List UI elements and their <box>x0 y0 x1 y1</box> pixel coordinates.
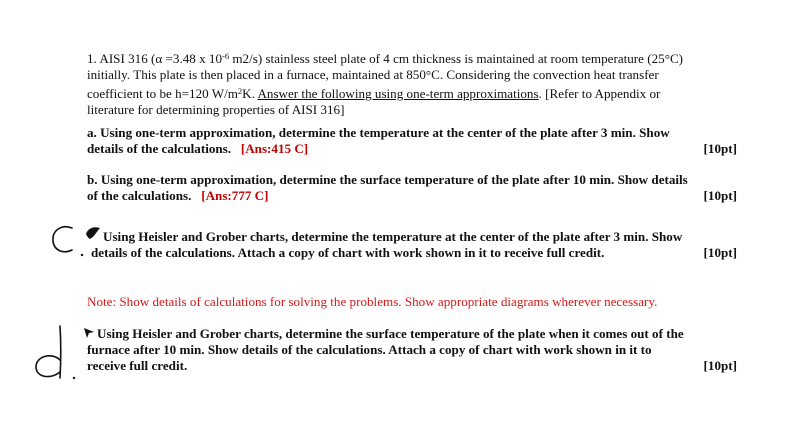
problem-line-1: 1. AISI 316 (α =3.48 x $10^{-6}$ m2/s) stainless steel plate of 4 cm thickness is maintained at room temperature (25°C) <box>87 51 684 66</box>
one-term-instruction: Answer the following using one-term approximations <box>257 86 539 101</box>
part-b-line-2: of the calculations. [Ans:777 C] [10pt] <box>87 188 737 203</box>
part-a-line-1: a. Using one-term approximation, determine the temperature at the center of the plate after 3 min. Show <box>87 125 670 140</box>
part-a-answer: [Ans:415 C] <box>240 141 309 156</box>
part-c-line-1: Using Heisler and Grober charts, determine the temperature at the center of the plate after 3 min. Show <box>103 229 683 244</box>
part-d-line-3: receive full credit. [10pt] <box>87 358 737 373</box>
problem-line-2: initially. This plate is then placed in a furnace, maintained at 850°C. Considering the convection heat transfer <box>87 67 659 82</box>
part-a <box>87 125 737 157</box>
note-text: Note: Show details of calculations for solving the problems. Show appropriate diagrams wherever necessary. <box>87 294 658 309</box>
part-c <box>87 229 737 261</box>
problem-statement <box>87 48 737 118</box>
part-b <box>87 172 737 204</box>
part-a-points: [10pt] <box>703 141 737 156</box>
problem-line-3: coefficient to be h=120 $W/m^2K$. Answer the following using one-term approximations. [Refer to Appendix or <box>87 86 661 101</box>
part-c-line-2: details of the calculations. Attach a copy of chart with work shown in it to receive full credit. [10pt] <box>91 245 737 260</box>
handwritten-c-mark <box>48 222 88 262</box>
problem-line-4: literature for determining properties of AISI 316] <box>87 102 345 117</box>
part-d-points: [10pt] <box>703 358 737 373</box>
part-a-line-2: details of the calculations. [Ans:415 C] [10pt] <box>87 141 737 156</box>
part-c-points: [10pt] <box>703 245 737 260</box>
part-d-line-1: Using Heisler and Grober charts, determine the surface temperature of the plate when it comes out of the <box>97 326 684 341</box>
part-d-line-2: furnace after 10 min. Show details of the calculations. Attach a copy of chart with work shown in it to <box>87 342 652 357</box>
part-b-answer: [Ans:777 C] <box>201 188 269 203</box>
part-b-line-1: b. Using one-term approximation, determine the surface temperature of the plate after 10 min. Show details <box>87 172 688 187</box>
handwritten-d-mark <box>30 322 80 382</box>
part-b-points: [10pt] <box>703 188 737 203</box>
part-d <box>87 326 737 374</box>
